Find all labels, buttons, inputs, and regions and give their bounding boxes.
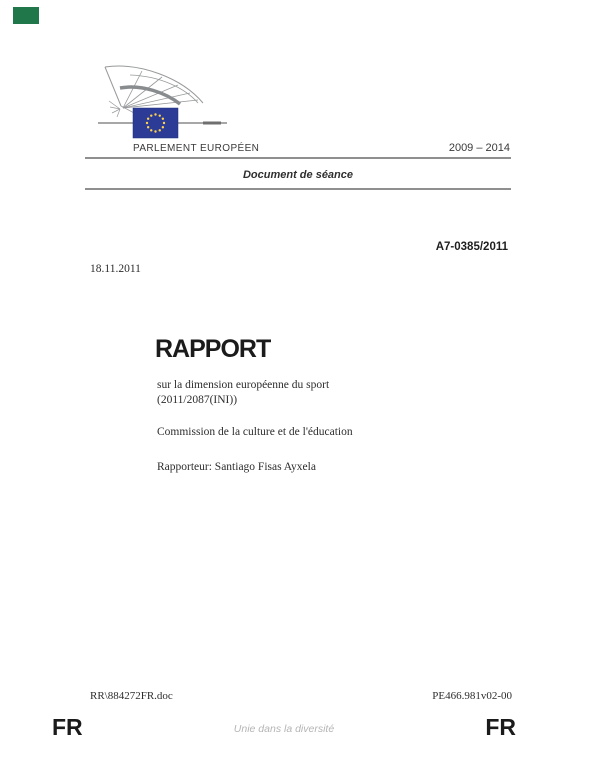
report-subject [157,378,329,408]
language-code-right: FR [485,714,516,740]
report-subject-line2: (2011/2087(INI)) [157,394,238,406]
header-rule-top [85,157,511,159]
report-title: RAPPORT [155,335,271,363]
footer-file-reference: RR\884272FR.doc [90,690,173,702]
footer-pe-reference: PE466.981v02-00 [432,690,512,702]
document-type-label: Document de séance [242,169,354,181]
document-date: 18.11.2011 [90,263,141,275]
legislature-years: 2009 – 2014 [448,142,510,154]
green-corner-badge [13,7,39,24]
report-subject-line1: sur la dimension européenne du sport [157,379,330,391]
document-reference: A7-0385/2011 [435,241,508,253]
eu-flag-icon [133,108,178,138]
header-rule-bottom [85,188,511,190]
institution-name: PARLEMENT EUROPÉEN [133,143,260,154]
language-code-left: FR [52,714,83,740]
committee-name: Commission de la culture et de l'éducation [157,426,353,438]
rapporteur-line: Rapporteur: Santiago Fisas Ayxela [157,461,316,473]
european-parliament-logo-icon [90,62,230,142]
eu-motto: Unie dans la diversité [233,723,335,735]
